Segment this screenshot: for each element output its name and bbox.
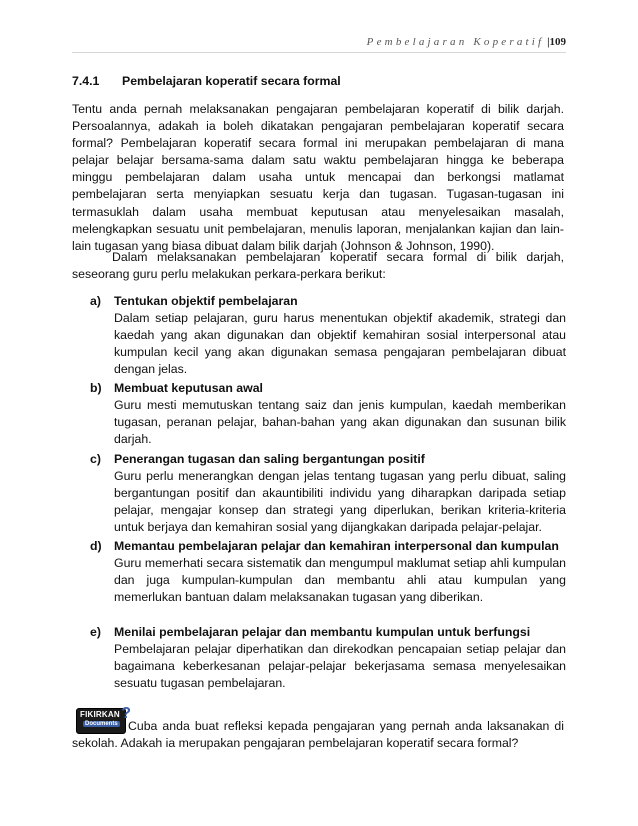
section-heading (72, 74, 341, 88)
badge-sublabel: Documents (85, 721, 118, 727)
item-title: Menilai pembelajaran pelajar dan membantu kumpulan untuk berfungsi (114, 625, 531, 639)
item-text: Guru memerhati secara sistematik dan mengumpul maklumat setiap ahli kumpulan dan juga kumpulan-kumpulan dan membantu ahli atau kumpulan yang memerlukan bantuan dalam melaksanakan tugasan yang diberikan. (114, 556, 566, 605)
item-title: Penerangan tugasan dan saling bergantungan positif (114, 452, 425, 466)
section-number: 7.4.1 (72, 74, 100, 88)
list-item (76, 451, 566, 536)
item-letter: a) (90, 294, 101, 308)
intro-paragraph: Tentu anda pernah melaksanakan pengajaran pembelajaran koperatif di bilik darjah. Persoalannya, adakah ia boleh dikatakan pengajaran pembelajaran koperatif secara formal? Pembelajaran koperatif secara formal ini merupakan pembelajaran di mana pelajar belajar bersama-sama dalam satu waktu pembelajaran hingga ke beberapa minggu pembelajaran dalam usaha untuk mencapai dan berkongsi matlamat pembelajaran serta menyiapkan sesuatu kerja dan tugasan. Tugasan-tugasan ini termasuklah dalam usaha membuat keputusan atau menyelesaikan masalah, melengkapkan sesuatu unit pembelajaran, menulis laporan, menjalankan kajian dan lain-lain tugasan yang biasa dibuat dalam bilik darjah (Johnson & Johnson, 1990). (72, 102, 564, 253)
item-letter: e) (90, 625, 101, 639)
item-letter: d) (90, 539, 102, 553)
item-title: Membuat keputusan awal (114, 381, 263, 395)
list-item (76, 624, 566, 692)
header-divider (72, 52, 566, 53)
list-item (76, 293, 566, 378)
header-separator: | (547, 36, 550, 48)
item-title: Memantau pembelajaran pelajar dan kemahiran interpersonal dan kumpulan (114, 539, 559, 553)
reflection-text: Cuba anda buat refleksi kepada pengajaran yang pernah anda laksanakan di sekolah. Adakah ia merupakan pengajaran pembelajaran koperatif secara formal? (72, 719, 564, 751)
section-title: Pembelajaran koperatif secara formal (122, 74, 341, 88)
page-number: 109 (549, 36, 566, 48)
item-text: Pembelajaran pelajar diperhatikan dan direkodkan pencapaian setiap pelajar dan bagaimana keberkesanan pelajar-pelajar bekerjasama semasa menyelesaikan sesuatu tugasan pembelajaran. (114, 642, 566, 691)
running-title: Pembelajaran Koperatif (366, 36, 545, 48)
lead-in-paragraph: Dalam melaksanakan pembelajaran koperatif secara formal di bilik darjah, seseorang guru perlu melakukan perkara-perkara berikut: (72, 250, 564, 282)
list-item (76, 380, 566, 448)
item-letter: c) (90, 452, 101, 466)
item-text: Guru mesti memutuskan tentang saiz dan jenis kumpulan, kaedah memberikan tugasan, peranan pelajar, bahan-bahan yang akan digunakan dan susunan bilik darjah. (114, 398, 566, 447)
list-item (76, 538, 566, 606)
running-header (70, 36, 566, 48)
item-letter: b) (90, 381, 102, 395)
item-title: Tentukan objektif pembelajaran (114, 294, 298, 308)
item-text: Dalam setiap pelajaran, guru harus menentukan objektif akademik, strategi dan kaedah yang akan digunakan dan objektif kemahiran sosial interpersonal atau kumpulan kecil yang akan digunakan semasa pengajaran pembelajaran dibuat dengan jelas. (114, 311, 566, 377)
item-text: Guru perlu menerangkan dengan jelas tentang tugasan yang perlu dibuat, saling bergantungan positif dan akauntibiliti individu yang diharapkan daripada setiap pelajar, mengajar konsep dan strategi yang diperlukan, berikan kriteria-kriteria untuk berjaya dan kemahiran sosial yang dijangkakan daripada pelajar-pelajar. (114, 469, 566, 535)
reflection-prompt (72, 718, 564, 752)
question-mark-icon: ? (121, 705, 131, 722)
badge-label: FIKIRKAN (80, 710, 120, 719)
